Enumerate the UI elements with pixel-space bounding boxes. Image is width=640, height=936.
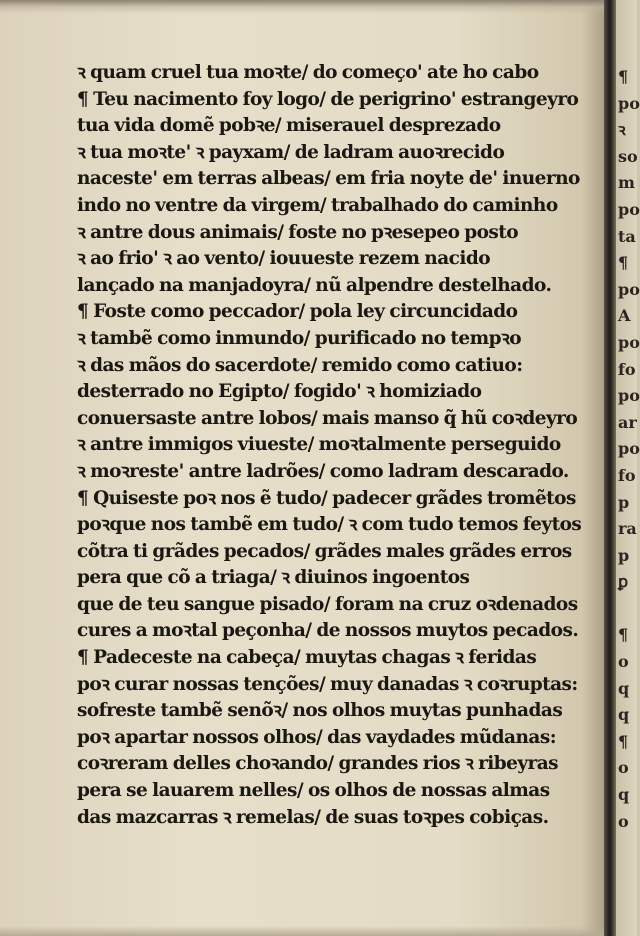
poem-line: lançado na manjadoyra/ nũ alpendre destelhado. (77, 274, 552, 296)
facing-fragment: po (618, 279, 640, 299)
facing-fragment: po (618, 386, 640, 406)
poem-line: poꝛ apartar nossos olhos/ das vaydades mũdanas: (77, 726, 556, 748)
facing-fragment: po (618, 332, 640, 352)
poem-text-block (77, 60, 603, 831)
poem-line: ꝛ das mãos do sacerdote/ remido como catiuo: (77, 354, 523, 376)
facing-fragment: q (618, 785, 630, 805)
poem-line: ¶ Teu nacimento foy logo/ de perigrino' estrangeyro (77, 88, 579, 110)
poem-line: indo no ventre da virgem/ trabalhado do caminho (77, 194, 558, 216)
facing-fragment: ꝛ (618, 120, 626, 140)
poem-line: ¶ Quiseste poꝛ nos ẽ tudo/ padecer grãdes tromẽtos (77, 487, 576, 509)
facing-fragment: p (618, 545, 630, 565)
facing-page-edge (616, 0, 640, 936)
facing-fragment: ¶ (618, 253, 629, 273)
facing-fragment: q (618, 705, 630, 725)
poem-line: ꝛ quam cruel tua moꝛte/ do começo' ate ho cabo (77, 62, 539, 83)
facing-fragment (618, 596, 640, 623)
poem-line: pera que cõ a triaga/ ꝛ diuinos ingoentos (77, 567, 470, 589)
facing-fragment: ꝑ (618, 572, 629, 592)
poem-line: poꝛque nos tambẽ em tudo/ ꝛ com tudo temos feytos (77, 514, 582, 536)
facing-fragment: so (618, 146, 638, 166)
poem-line: conuersaste antre lobos/ mais manso q̃ hũ coꝛdeyro (77, 407, 578, 429)
page-bottom-edge (0, 926, 606, 936)
facing-fragment: ¶ (618, 625, 629, 645)
facing-fragment: po (618, 439, 640, 459)
poem-line: sofreste tambẽ senõꝛ/ nos olhos muytas punhadas (77, 700, 563, 722)
facing-fragment: o (618, 758, 629, 778)
poem-line: cõtra ti grãdes pecados/ grãdes males grãdes erros (77, 540, 572, 562)
poem-line: ꝛ tambẽ como inmundo/ purificado no tempꝛo (77, 327, 522, 349)
facing-fragment: q (618, 678, 630, 698)
poem-line: ꝛ antre immigos viueste/ moꝛtalmente perseguido (77, 434, 561, 456)
book-gutter (604, 0, 616, 936)
poem-line: coꝛreram delles choꝛando/ grandes rios ꝛ ribeyras (77, 753, 559, 775)
poem-line: pera se lauarem nelles/ os olhos de nossas almas (77, 780, 550, 802)
poem-line: ꝛ ao frio' ꝛ ao vento/ iouueste rezem nacido (77, 248, 491, 270)
poem-line: das mazcarras ꝛ remelas/ de suas toꝛpes cobiças. (77, 806, 549, 828)
poem-line: poꝛ curar nossas tenções/ muy danadas ꝛ coꝛruptas: (77, 673, 578, 695)
facing-fragment: ra (618, 519, 637, 539)
facing-fragment: ¶ (618, 67, 629, 86)
facing-fragment: po (618, 93, 640, 113)
poem-line: ¶ Foste como peccador/ pola ley circuncidado (77, 301, 518, 323)
facing-fragment: p (618, 492, 630, 512)
facing-fragment: o (618, 811, 629, 831)
page-top-shadow (0, 0, 606, 14)
poem-line: ꝛ tua moꝛte' ꝛ payxam/ de ladram auoꝛrecido (77, 141, 505, 163)
poem-line: tua vida domẽ pobꝛe/ miserauel desprezado (77, 115, 501, 137)
facing-fragment: m (618, 173, 635, 193)
facing-fragment: A (618, 306, 631, 326)
facing-fragment: ¶ (618, 731, 629, 751)
poem-line: desterrado no Egipto/ fogido' ꝛ homiziado (77, 381, 482, 403)
facing-fragment: fo (618, 359, 636, 379)
poem-line: que de teu sangue pisado/ foram na cruz oꝛdenados (77, 593, 578, 615)
facing-page-fragments (618, 64, 640, 835)
poem-line: ¶ Padeceste na cabeça/ muytas chagas ꝛ feridas (77, 647, 537, 669)
poem-line: ꝛ antre dous animais/ foste no pꝛesepeo posto (77, 221, 519, 243)
poem-line: ꝛ moꝛreste' antre ladrões/ como ladram descarado. (77, 460, 569, 482)
poem-line: naceste' em terras albeas/ em fria noyte de' inuerno (77, 168, 580, 190)
facing-fragment: o (618, 652, 629, 672)
facing-fragment: po (618, 199, 640, 219)
poem-line: cures a moꝛtal peçonha/ de nossos muytos pecados. (77, 620, 579, 642)
facing-fragment: fo (618, 465, 636, 485)
facing-fragment: ar (618, 412, 637, 432)
facing-fragment: ta (618, 226, 636, 246)
